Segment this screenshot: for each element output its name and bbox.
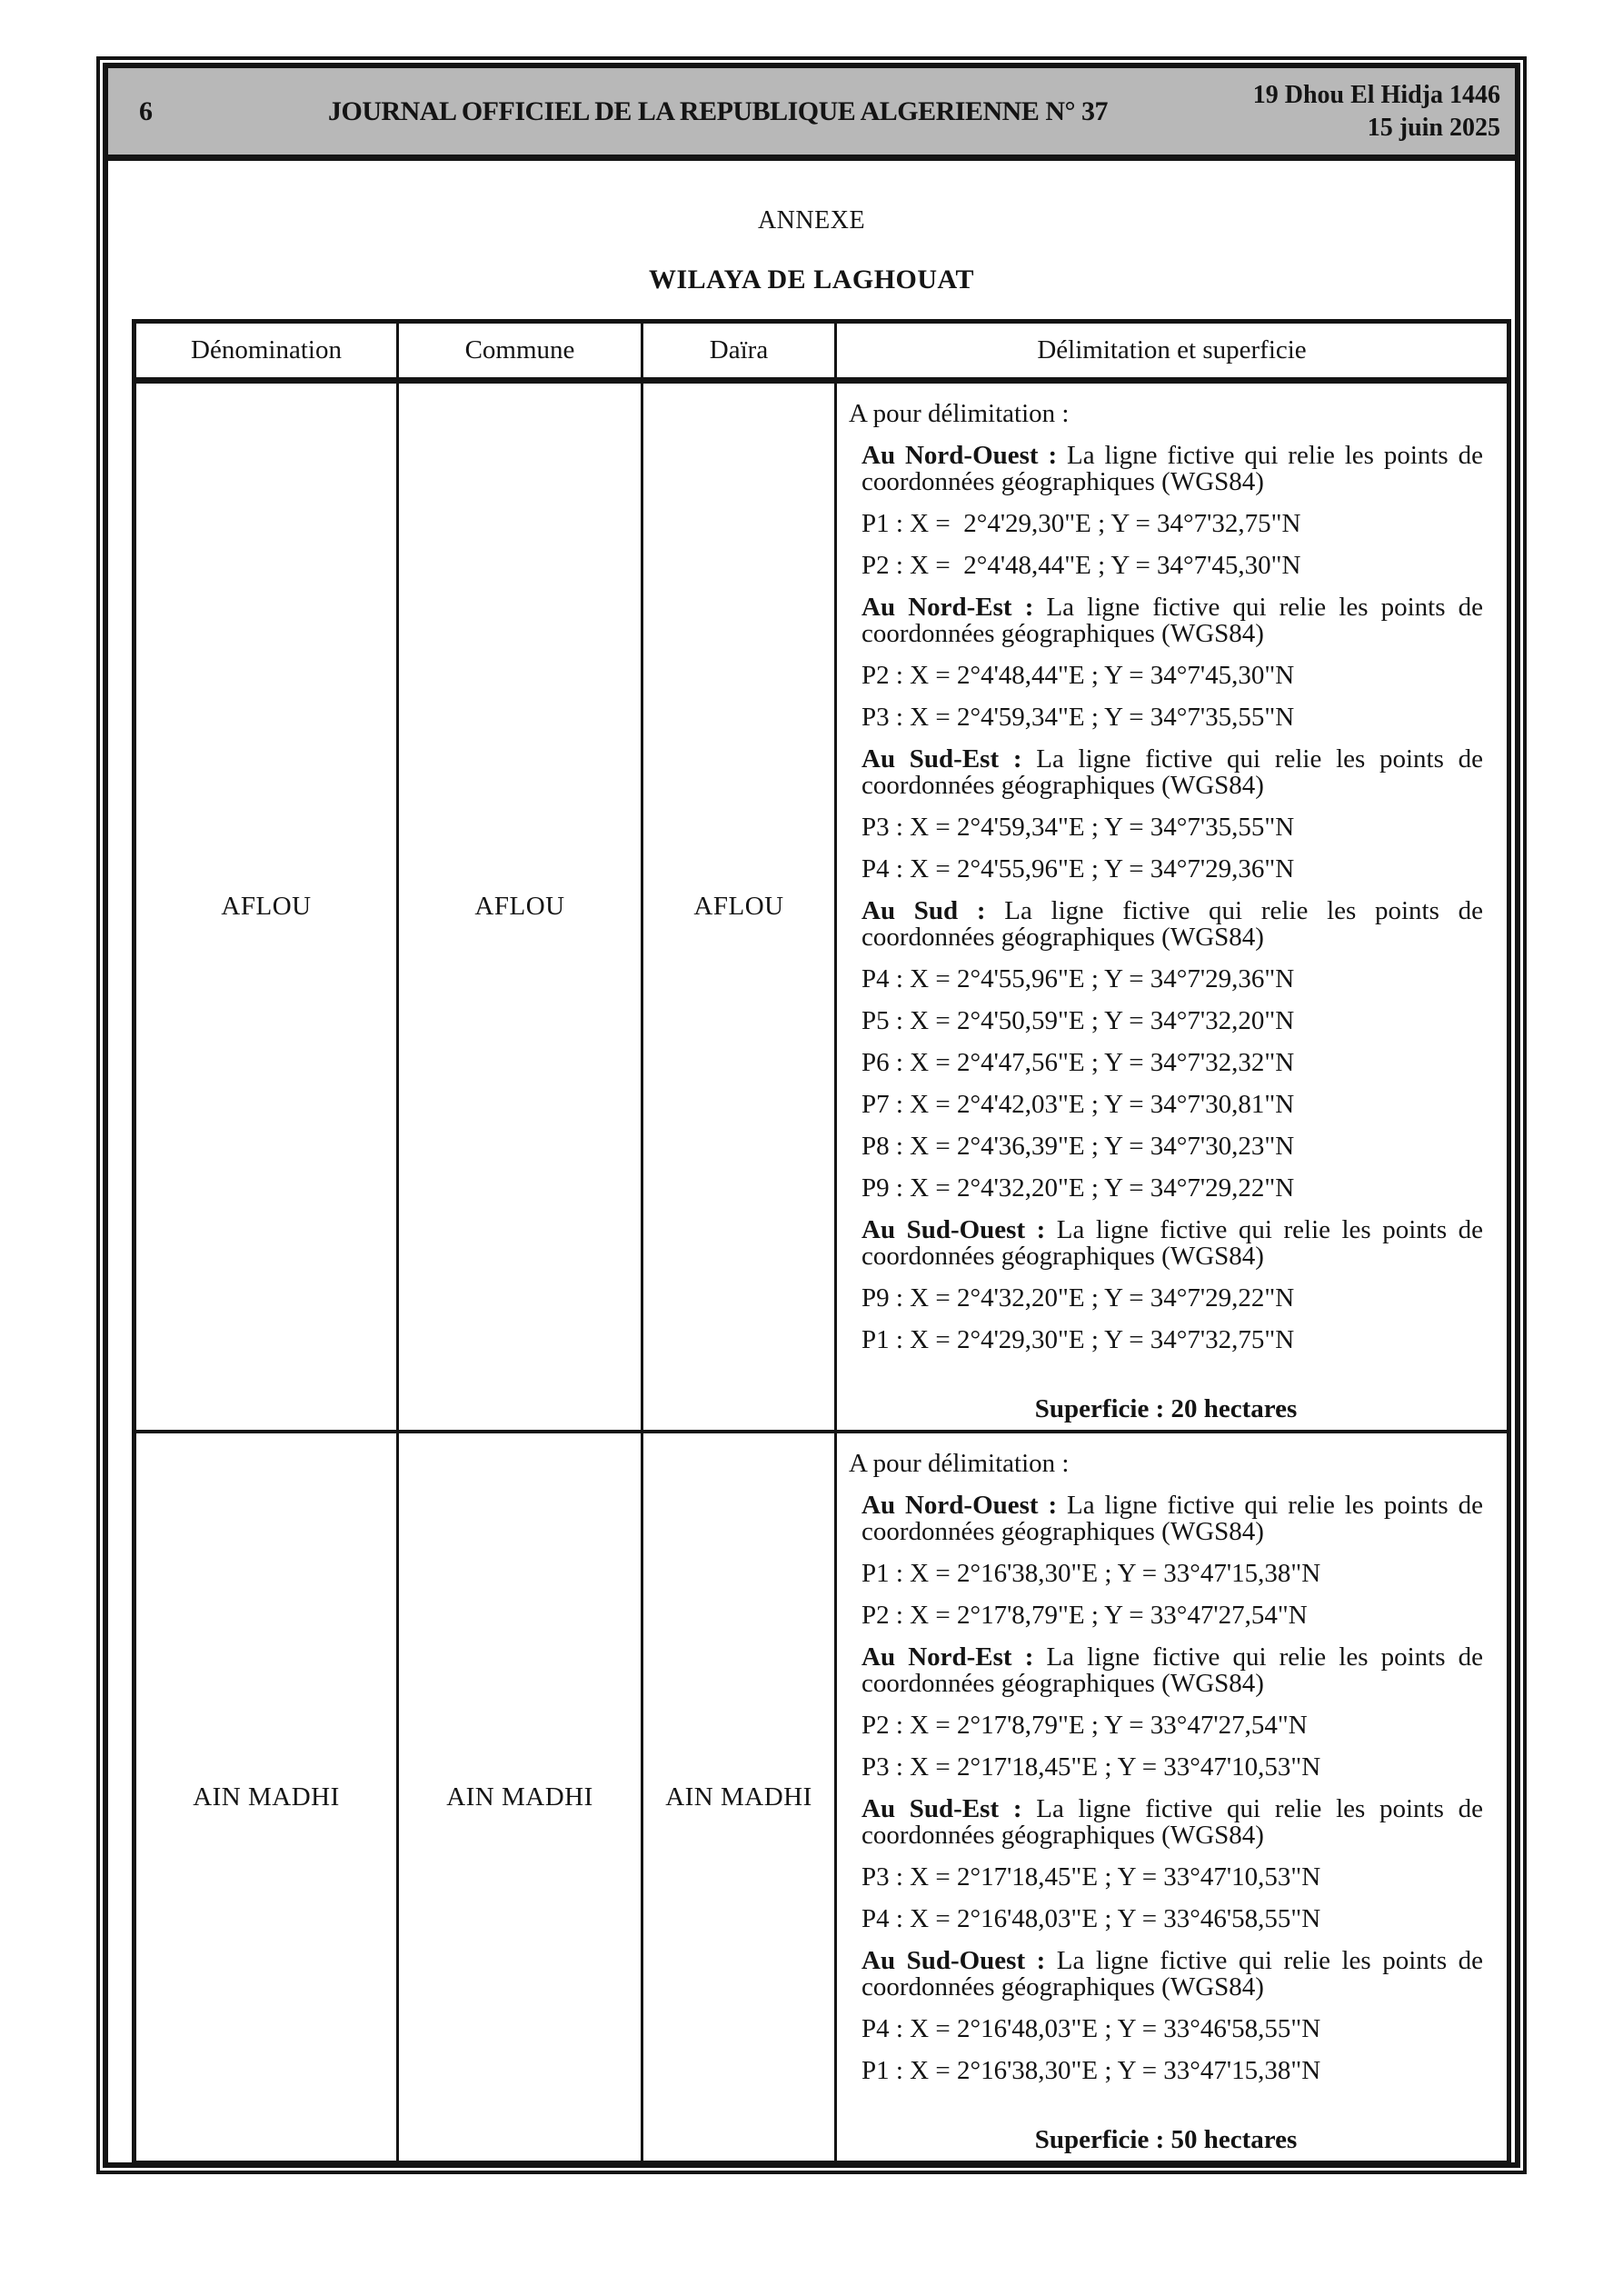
direction-label: Au Nord-Ouest : [861,1491,1068,1520]
column-header-1: Dénomination [136,324,399,377]
delimitation-coord: P2 : X = 2°4'48,44"E ; Y = 34°7'45,30"N [861,551,1301,580]
direction-label: Au Nord-Est : [861,1642,1047,1672]
delimitation-coord: P1 : X = 2°16'38,30"E ; Y = 33°47'15,38"N [861,2056,1321,2085]
column-header-4: Délimitation et superficie [1037,335,1307,364]
delimitation-coord: P3 : X = 2°4'59,34"E ; Y = 34°7'35,55"N [861,703,1295,732]
delimitation-cell [837,384,1507,1430]
delimitation-coord: P2 : X = 2°4'48,44"E ; Y = 34°7'45,30"N [861,661,1295,690]
delimitation-intro: A pour délimitation : [849,399,1070,428]
direction-label: Au Sud-Est : [861,744,1037,774]
journal-header-band [108,68,1515,161]
date-hijri: 19 Dhou El Hidja 1446 [1252,80,1500,109]
delimitation-section: Au Sud-Est : La ligne fictive qui relie les points de coordonnées géographiques (WGS84) [861,1794,1483,1850]
delimitation-coord: P2 : X = 2°17'8,79"E ; Y = 33°47'27,54"N [861,1711,1308,1740]
delimitation-coord: P6 : X = 2°4'47,56"E ; Y = 34°7'32,32"N [861,1048,1295,1077]
direction-label: Au Nord-Est : [861,593,1047,622]
delimitation-coord: P4 : X = 2°16'48,03"E ; Y = 33°46'58,55"N [861,1904,1321,1933]
delimitation-coord: P3 : X = 2°4'59,34"E ; Y = 34°7'35,55"N [861,813,1295,842]
delimitation-coord: P1 : X = 2°4'29,30"E ; Y = 34°7'32,75"N [861,1325,1295,1354]
delimitation-coord: P1 : X = 2°4'29,30"E ; Y = 34°7'32,75"N [861,509,1301,538]
page-number: 6 [139,95,153,126]
column-header-2: Commune [399,324,643,377]
delimitation-coord: P7 : X = 2°4'42,03"E ; Y = 34°7'30,81"N [861,1090,1295,1119]
page-inner-frame [103,63,1520,2168]
delimitation-coord: P9 : X = 2°4'32,20"E ; Y = 34°7'29,22"N [861,1283,1295,1313]
delimitation-intro: A pour délimitation : [849,1449,1070,1478]
commune-cell: AFLOU [399,384,643,1430]
delimitation-coord: P2 : X = 2°17'8,79"E ; Y = 33°47'27,54"N [861,1601,1308,1630]
annexe-title: ANNEXE [757,206,866,235]
commune-cell: AIN MADHI [399,1433,643,2161]
denomination-cell: AFLOU [136,384,399,1430]
delimitation-section: Au Sud-Ouest : La ligne fictive qui relie les points de coordonnées géographiques (WGS84) [861,1215,1483,1271]
delimitation-section: Au Nord-Ouest : La ligne fictive qui relie les points de coordonnées géographiques (WGS84) [861,1491,1483,1546]
delimitation-section: Au Nord-Est : La ligne fictive qui relie les points de coordonnées géographiques (WGS84) [861,1642,1483,1698]
column-header-3: Daïra [643,324,837,377]
issue-dates [1228,79,1515,145]
journal-title: JOURNAL OFFICIEL DE LA REPUBLIQUE ALGERIENNE N° 37 [328,95,1108,126]
direction-label: Au Nord-Ouest : [861,441,1068,470]
delimitation-coord: P3 : X = 2°17'18,45"E ; Y = 33°47'10,53"N [861,1752,1321,1782]
delimitation-cell [837,1433,1507,2161]
direction-label: Au Sud-Ouest : [861,1946,1057,1975]
delimitation-coord: P8 : X = 2°4'36,39"E ; Y = 34°7'30,23"N [861,1132,1295,1161]
date-gregorian: 15 juin 2025 [1367,113,1500,142]
delimitation-section: Au Nord-Ouest : La ligne fictive qui relie les points de coordonnées géographiques (WGS84) [861,441,1483,496]
delimitation-section: Au Sud-Est : La ligne fictive qui relie les points de coordonnées géographiques (WGS84) [861,744,1483,800]
delimitation-table [132,319,1511,2165]
delimitation-coord: P1 : X = 2°16'38,30"E ; Y = 33°47'15,38"N [861,1559,1321,1588]
delimitation-coord: P5 : X = 2°4'50,59"E ; Y = 34°7'32,20"N [861,1006,1295,1035]
delimitation-section: Au Sud-Ouest : La ligne fictive qui relie les points de coordonnées géographiques (WGS84) [861,1946,1483,2002]
page-border-frame [96,56,1527,2174]
wilaya-subtitle: WILAYA DE LAGHOUAT [649,265,974,294]
table-row-1 [136,384,1507,1433]
table-row-2 [136,1433,1507,2161]
direction-label: Au Sud : [861,896,1005,925]
direction-label: Au Sud-Est : [861,1794,1037,1823]
delimitation-coord: P9 : X = 2°4'32,20"E ; Y = 34°7'29,22"N [861,1173,1295,1203]
daira-cell: AFLOU [643,384,837,1430]
delimitation-section: Au Nord-Est : La ligne fictive qui relie les points de coordonnées géographiques (WGS84) [861,593,1483,648]
daira-cell: AIN MADHI [643,1433,837,2161]
delimitation-section: Au Sud : La ligne fictive qui relie les points de coordonnées géographiques (WGS84) [861,896,1483,952]
delimitation-superficie: Superficie : 20 hectares [1034,1394,1298,1423]
denomination-cell: AIN MADHI [136,1433,399,2161]
delimitation-coord: P4 : X = 2°16'48,03"E ; Y = 33°46'58,55"N [861,2014,1321,2043]
delimitation-coord: P4 : X = 2°4'55,96"E ; Y = 34°7'29,36"N [861,854,1295,883]
delimitation-superficie: Superficie : 50 hectares [1034,2125,1298,2154]
table-header-row [136,324,1507,384]
delimitation-coord: P3 : X = 2°17'18,45"E ; Y = 33°47'10,53"N [861,1862,1321,1892]
delimitation-coord: P4 : X = 2°4'55,96"E ; Y = 34°7'29,36"N [861,964,1295,993]
direction-label: Au Sud-Ouest : [861,1215,1057,1244]
